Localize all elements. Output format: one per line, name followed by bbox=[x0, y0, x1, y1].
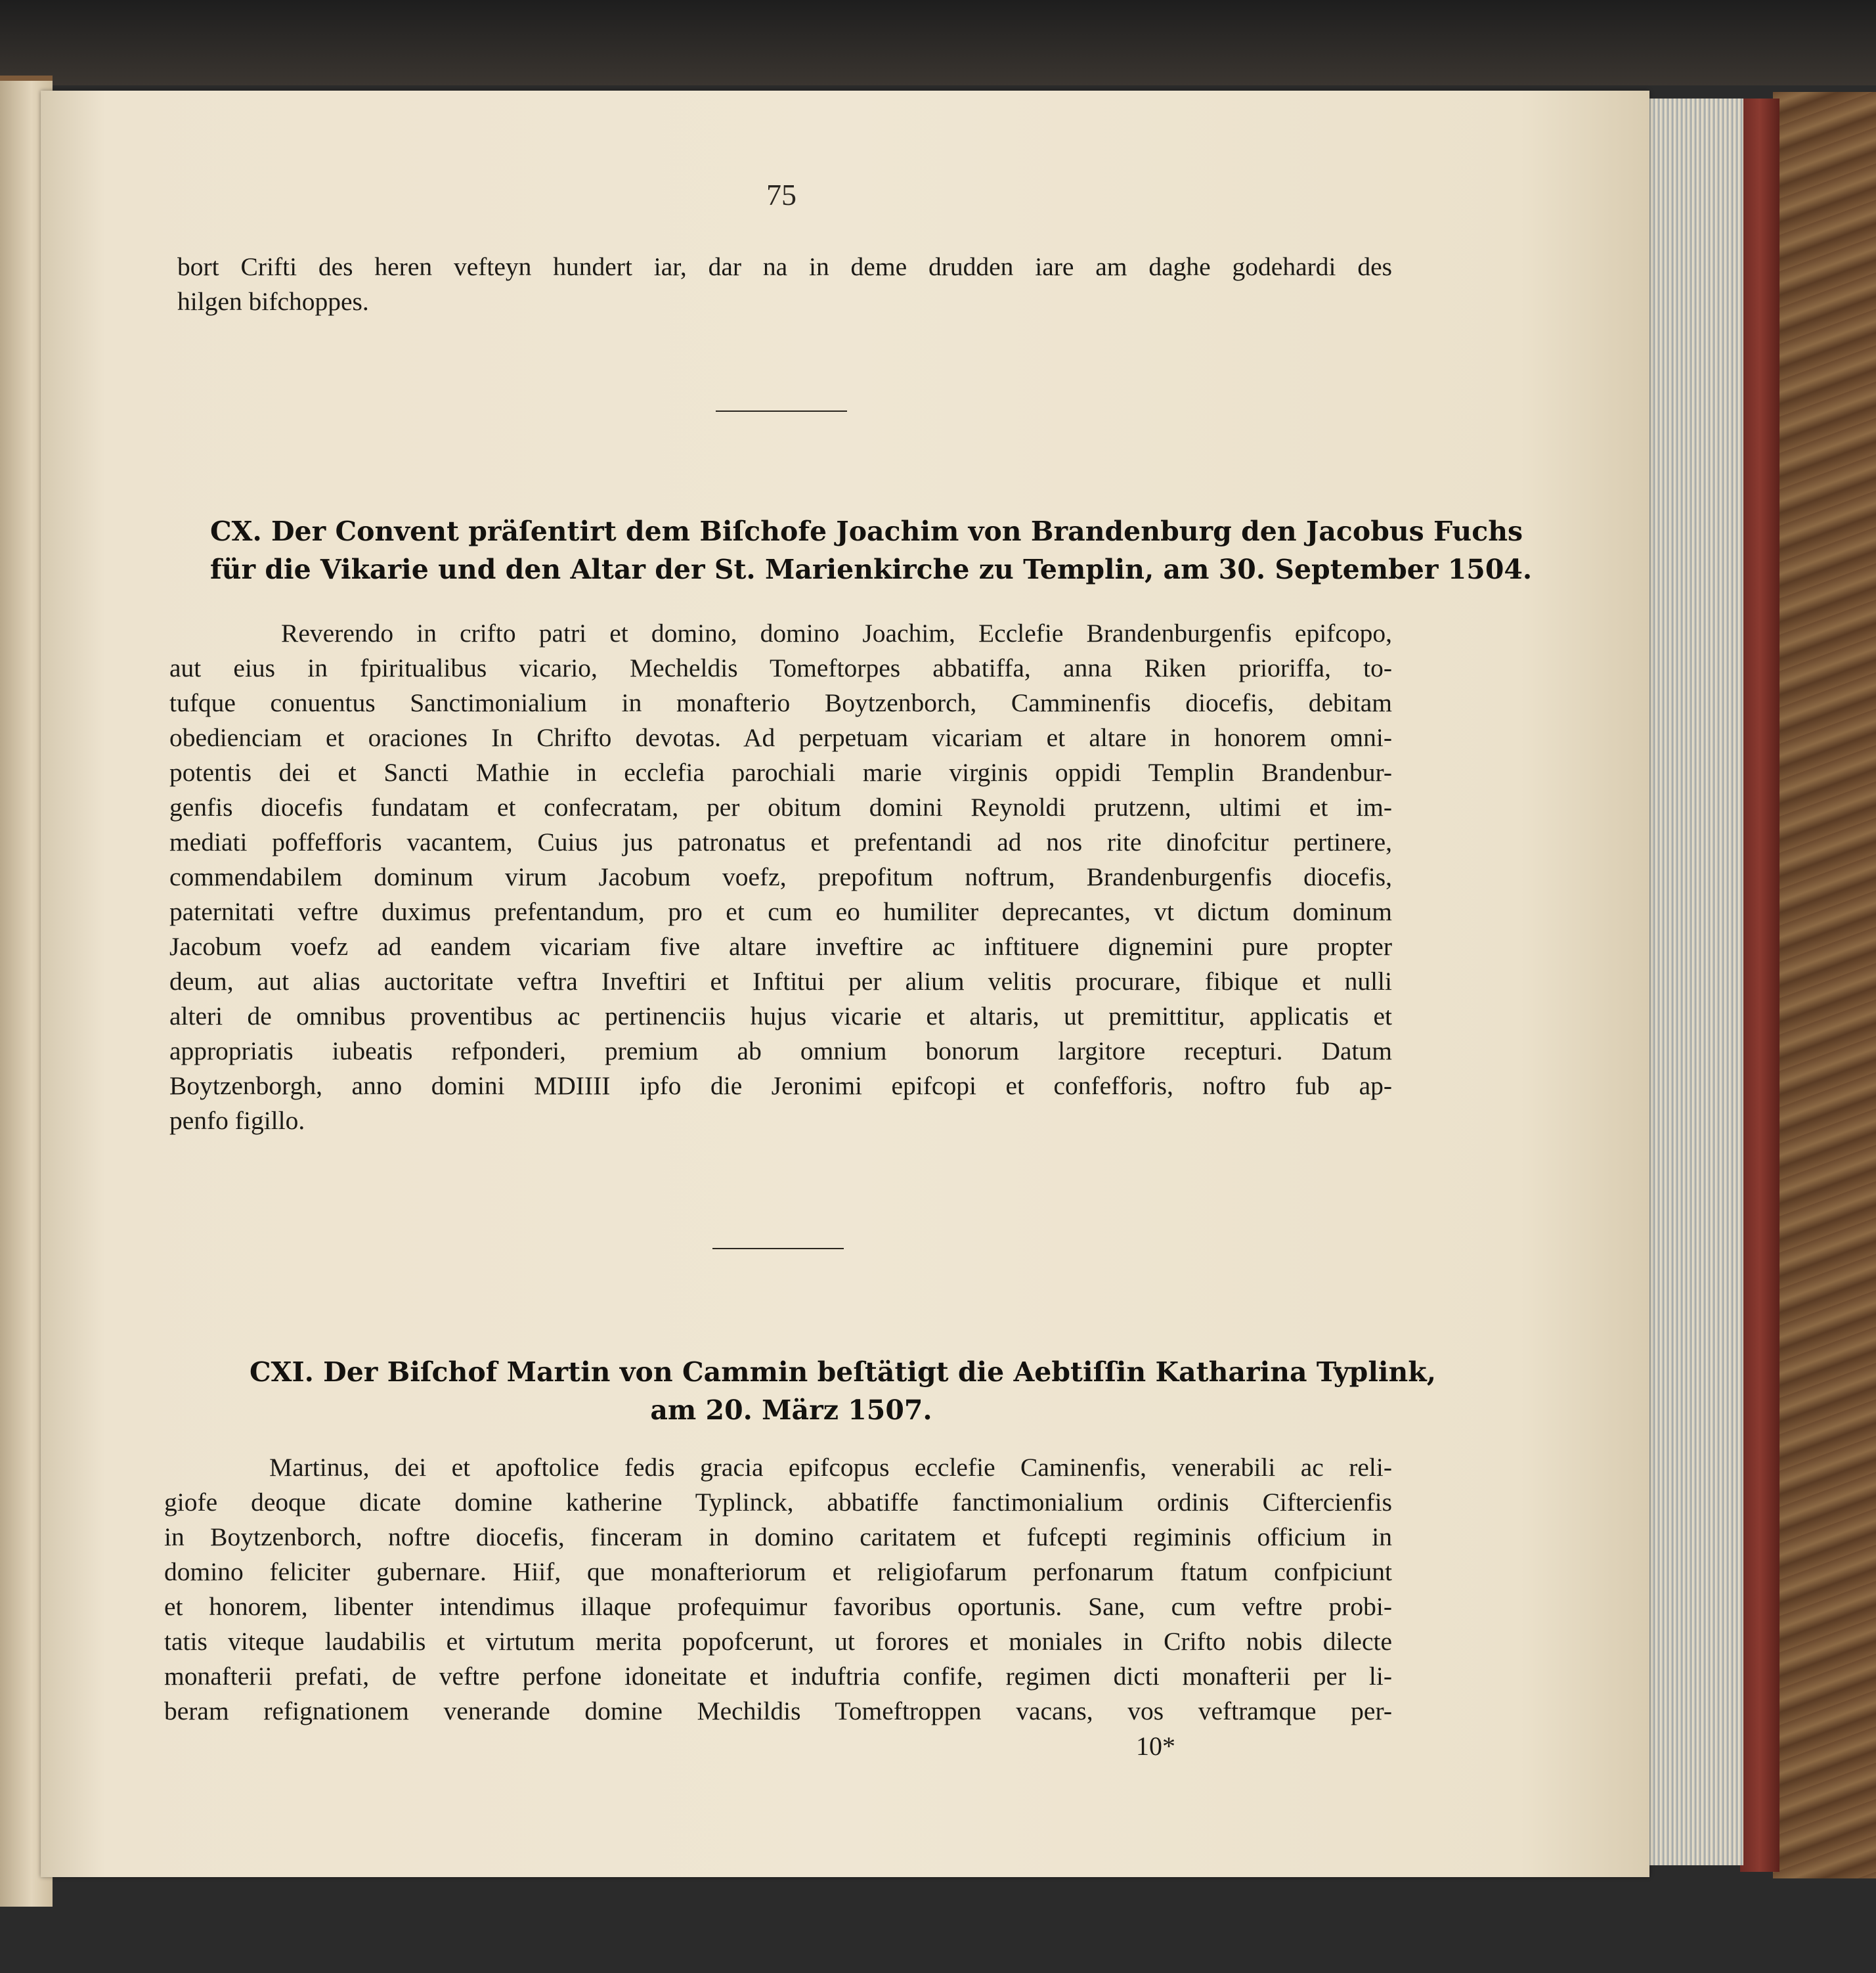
text-line: paternitati veftre duximus prefentandum, pro et cum eo humiliter deprecantes, vt dictum dominum bbox=[169, 897, 1392, 926]
text-line: obedienciam et oraciones In Chrifto devotas. Ad perpetuam vicariam et altare in honorem omni- bbox=[169, 723, 1392, 752]
signature-mark: 10* bbox=[1136, 1731, 1175, 1761]
text-line: tufque conuentus Sanctimonialium in monafterio Boytzenborch, Camminenfis diocefis, debitam bbox=[169, 688, 1392, 717]
text-line: in Boytzenborch, noftre diocefis, finceram in domino caritatem et fufcepti regiminis officium in bbox=[164, 1522, 1392, 1551]
section-body-cxi bbox=[164, 1450, 1392, 1729]
heading-line: am 20. März 1507. bbox=[650, 1394, 932, 1426]
text-line: aut eius in fpiritualibus vicario, Mecheldis Tomeftorpes abbatiffa, anna Riken prioriffa, to- bbox=[169, 654, 1392, 682]
text-line: Jacobum voefz ad eandem vicariam five altare inveftire ac inftituere dignemini pure propter bbox=[169, 932, 1392, 961]
text-line: deum, aut alias auctoritate veftra Inveftiri et Inftitui per alium velitis procurare, fibique et nulli bbox=[169, 967, 1392, 996]
section-heading-cxi bbox=[250, 1353, 1436, 1429]
text-line: alteri de omnibus proventibus ac pertinenciis hujus vicarie et altaris, ut premittitur, applicatis et bbox=[169, 1002, 1392, 1031]
text-line: Boytzenborgh, anno domini MDIIII ipfo die Jeronimi epifcopi et confefforis, noftro fub ap- bbox=[169, 1071, 1392, 1100]
text-line: et honorem, libenter intendimus illaque profequimur favoribus oportunis. Sane, cum veftre probi- bbox=[164, 1592, 1392, 1621]
text-line: bort Crifti des heren vefteyn hundert iar, dar na in deme drudden iare am daghe godehardi des bbox=[177, 252, 1392, 281]
page-stack-edges bbox=[1642, 99, 1743, 1865]
heading-line: CX. Der Convent präſentirt dem Biſchofe Joachim von Brandenburg den Jacobus Fuchs bbox=[210, 516, 1523, 547]
text-line: domino feliciter gubernare. Hiif, que monafteriorum et religiofarum perfonarum ftatum confpiciunt bbox=[164, 1557, 1392, 1586]
text-line: hilgen bifchoppes. bbox=[177, 287, 369, 316]
heading-line: für die Vikarie und den Altar der St. Marienkirche zu Templin, am 30. September 1504. bbox=[210, 554, 1533, 585]
page-number: 75 bbox=[766, 178, 796, 211]
heading-line: CXI. Der Biſchof Martin von Cammin beſtätigt die Aebtiſſin Katharina Typlink, bbox=[250, 1356, 1436, 1388]
intro-paragraph bbox=[177, 250, 1392, 319]
text-line: Martinus, dei et apoftolice fedis gracia epifcopus ecclefie Caminenfis, venerabili ac reli- bbox=[269, 1453, 1392, 1482]
section-heading-cx bbox=[210, 512, 1533, 588]
text-line: commendabilem dominum virum Jacobum voefz, prepofitum noftrum, Brandenburgenfis diocefis, bbox=[169, 862, 1392, 891]
text-line: Reverendo in crifto patri et domino, domino Joachim, Ecclefie Brandenburgenfis epifcopo, bbox=[281, 619, 1392, 648]
top-dark-strip bbox=[0, 0, 1876, 85]
text-line: appropriatis iubeatis refponderi, premium ab omnium bonorum largitore recepturi. Datum bbox=[169, 1036, 1392, 1065]
text-line: monafterii prefati, de veftre perfone idoneitate et induftria confife, regimen dicti monafterii per li- bbox=[164, 1662, 1392, 1691]
text-line: tatis viteque laudabilis et virtutum merita popofcerunt, ut forores et moniales in Crifto nobis dilecte bbox=[164, 1627, 1392, 1656]
section-divider bbox=[712, 1248, 844, 1249]
text-line: giofe deoque dicate domine katherine Typlinck, abbatiffe fanctimonialium ordinis Ciftercienfis bbox=[164, 1488, 1392, 1517]
text-line: mediati poffefforis vacantem, Cuius jus patronatus et prefentandi ad nos rite dinofcitur pertinere, bbox=[169, 828, 1392, 856]
text-line: potentis dei et Sancti Mathie in ecclefia parochiali marie virginis oppidi Templin Brandenbur- bbox=[169, 758, 1392, 787]
book-cover-edge bbox=[1740, 99, 1779, 1872]
text-line: penfo figillo. bbox=[169, 1106, 305, 1135]
text-line: genfis diocefis fundatam et confecratam, per obitum domini Reynoldi prutzenn, ultimi et im- bbox=[169, 793, 1392, 822]
book-cover-marbled bbox=[1773, 92, 1876, 1878]
section-divider bbox=[716, 410, 847, 412]
section-body-cx bbox=[169, 616, 1392, 1138]
text-line: beram refignationem venerande domine Mechildis Tomeftroppen vacans, vos veftramque per- bbox=[164, 1696, 1392, 1725]
